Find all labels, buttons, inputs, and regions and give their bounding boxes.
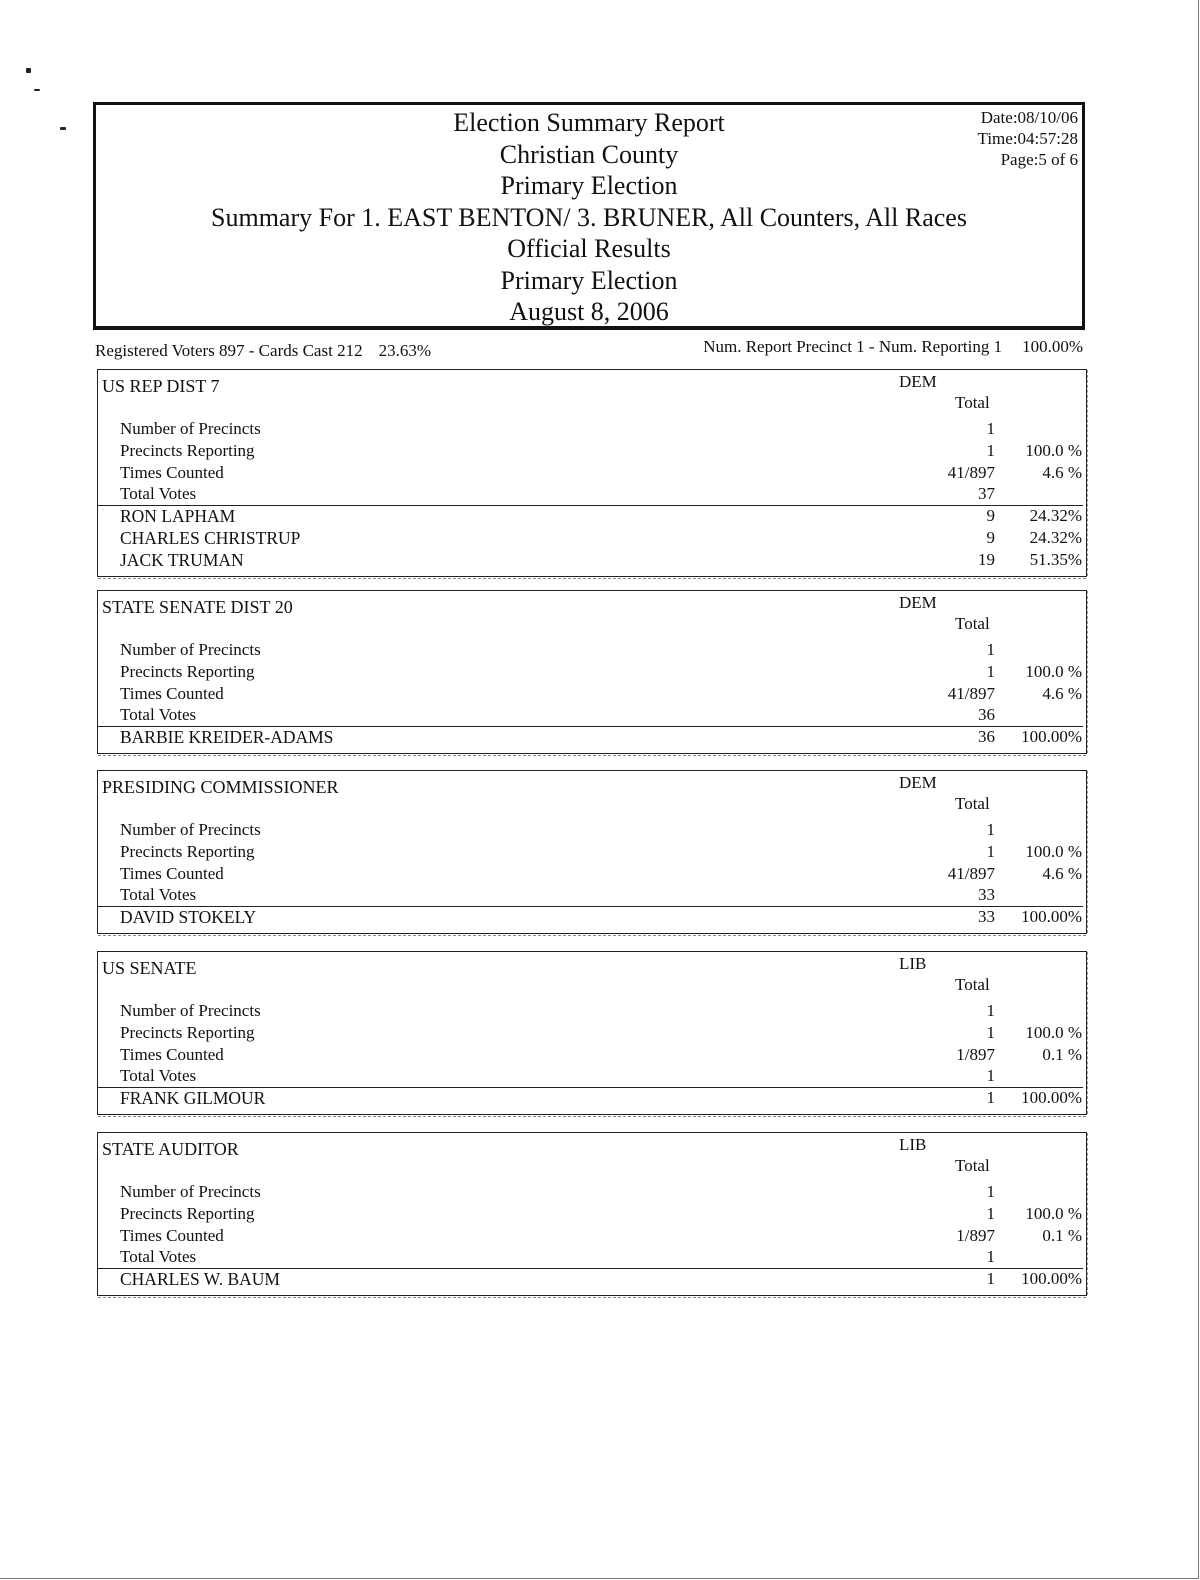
stat-row (98, 1023, 1086, 1045)
stat-row (98, 484, 1086, 506)
stat-label: Times Counted (120, 462, 224, 482)
stat-percent: 0.1 % (1042, 1225, 1082, 1245)
candidate-name: RON LAPHAM (120, 506, 236, 527)
stat-percent: 100.0 % (1025, 1022, 1082, 1042)
stat-value: 1/897 (956, 1044, 995, 1064)
candidate-percent: 24.32% (1029, 506, 1082, 526)
race-party: LIB (899, 954, 927, 973)
stat-row (98, 1066, 1086, 1088)
stat-percent: 4.6 % (1042, 683, 1082, 703)
stat-label: Times Counted (120, 1044, 224, 1064)
stat-percent: 100.0 % (1025, 661, 1082, 681)
candidate-votes: 33 (978, 907, 995, 927)
scan-noise (1087, 952, 1092, 1114)
candidate-row (98, 1269, 1086, 1291)
stat-label: Total Votes (120, 1247, 197, 1267)
race-total-header: Total (955, 614, 990, 633)
candidate-percent: 100.00% (1021, 727, 1082, 747)
scan-noise (1087, 1133, 1092, 1295)
race-box (97, 951, 1087, 1115)
stat-row (98, 864, 1086, 886)
candidate-percent: 100.00% (1021, 1269, 1082, 1289)
stat-label: Precincts Reporting (120, 440, 255, 460)
candidate-votes: 1 (986, 1269, 995, 1289)
stat-label: Precincts Reporting (120, 1203, 255, 1223)
candidate-percent: 100.00% (1021, 1088, 1082, 1108)
header-line: August 8, 2006 (509, 297, 669, 326)
scan-noise (1087, 771, 1092, 933)
stat-value: 1 (986, 1022, 995, 1042)
stat-label: Number of Precincts (120, 1182, 261, 1201)
stat-value: 41/897 (947, 863, 995, 883)
candidate-row (98, 907, 1086, 929)
race-total-header: Total (955, 794, 990, 813)
stat-value: 1 (986, 440, 995, 460)
race-box (97, 369, 1087, 577)
stat-value: 41/897 (947, 683, 995, 703)
stat-value: 1/897 (956, 1225, 995, 1245)
candidate-votes: 36 (978, 727, 995, 747)
candidate-percent: 51.35% (1029, 549, 1082, 569)
stat-label: Precincts Reporting (120, 661, 255, 681)
race-party: DEM (899, 372, 937, 391)
race-total-header: Total (955, 393, 990, 412)
header-line: Primary Election (500, 265, 678, 295)
stat-label: Total Votes (120, 885, 197, 905)
stat-value: 1 (986, 640, 995, 659)
race-party: DEM (899, 773, 937, 792)
scan-noise (1087, 591, 1092, 753)
scan-speck (34, 89, 40, 91)
candidate-votes: 9 (986, 506, 995, 526)
stat-value: 37 (978, 484, 995, 504)
candidate-row (98, 1088, 1086, 1110)
stat-label: Number of Precincts (120, 1001, 261, 1020)
stat-row (98, 1045, 1086, 1067)
stat-row (98, 662, 1086, 684)
stat-row (98, 705, 1086, 727)
header-line: Christian County (499, 139, 679, 169)
candidate-row (98, 550, 1086, 572)
candidate-votes: 9 (986, 528, 995, 547)
candidate-row (98, 727, 1086, 749)
candidate-name: JACK TRUMAN (120, 549, 244, 570)
report-date: Date:08/10/06 (980, 108, 1078, 127)
stat-percent: 4.6 % (1042, 863, 1082, 883)
scan-noise (98, 935, 1086, 940)
stat-percent: 100.0 % (1025, 1203, 1082, 1223)
candidate-name: BARBIE KREIDER-ADAMS (120, 727, 334, 748)
race-party: DEM (899, 593, 937, 612)
stat-row (98, 1247, 1086, 1269)
scan-noise (98, 1116, 1086, 1121)
stat-row (98, 463, 1086, 485)
scan-speck (26, 68, 31, 73)
candidate-name: CHARLES CHRISTRUP (120, 528, 301, 548)
voter-stats (95, 341, 431, 361)
stat-percent: 4.6 % (1042, 462, 1082, 482)
race-total-header: Total (955, 1156, 990, 1175)
report-header (93, 102, 1085, 330)
stat-percent: 100.0 % (1025, 440, 1082, 460)
stat-row (98, 820, 1086, 842)
stat-percent: 100.0 % (1025, 841, 1082, 861)
stat-label: Total Votes (120, 1066, 197, 1086)
stat-row (98, 885, 1086, 907)
turnout-percent: 23.63% (378, 341, 431, 360)
candidate-row (98, 506, 1086, 528)
candidate-name: FRANK GILMOUR (120, 1088, 266, 1109)
header-title-block (96, 107, 1082, 328)
scan-speck (60, 127, 66, 130)
race-party: LIB (899, 1135, 927, 1154)
scan-noise (98, 578, 1086, 583)
stat-value: 1 (986, 1247, 995, 1267)
header-meta (978, 107, 1078, 170)
race-box (97, 590, 1087, 754)
scan-noise (98, 1297, 1086, 1302)
reporting-percent: 100.00% (1022, 337, 1083, 356)
stat-label: Number of Precincts (120, 820, 261, 839)
stat-value: 1 (986, 1066, 995, 1086)
candidate-name: DAVID STOKELY (120, 907, 257, 928)
stat-label: Precincts Reporting (120, 841, 255, 861)
stat-value: 1 (986, 820, 995, 839)
race-box (97, 1132, 1087, 1296)
race-box (97, 770, 1087, 934)
stat-row (98, 419, 1086, 441)
candidate-row (98, 528, 1086, 550)
stat-value: 33 (978, 885, 995, 905)
candidate-percent: 24.32% (1029, 528, 1082, 547)
stat-label: Number of Precincts (120, 640, 261, 659)
stat-row (98, 842, 1086, 864)
race-total-header: Total (955, 975, 990, 994)
race-title: US SENATE (102, 958, 197, 978)
stat-value: 1 (986, 1001, 995, 1020)
candidate-name: CHARLES W. BAUM (120, 1269, 280, 1290)
stat-label: Total Votes (120, 705, 197, 725)
stat-label: Times Counted (120, 683, 224, 703)
header-line: Official Results (507, 234, 671, 263)
stat-row (98, 1182, 1086, 1204)
race-title: US REP DIST 7 (102, 376, 220, 396)
scan-noise (98, 755, 1086, 760)
candidate-votes: 1 (986, 1088, 995, 1108)
candidate-votes: 19 (978, 549, 995, 569)
stat-value: 1 (986, 1182, 995, 1201)
stat-value: 1 (986, 661, 995, 681)
race-title: PRESIDING COMMISSIONER (102, 777, 339, 797)
stat-value: 41/897 (947, 462, 995, 482)
stat-label: Total Votes (120, 484, 197, 504)
report-page-number: Page:5 of 6 (1000, 150, 1078, 169)
stat-label: Times Counted (120, 1225, 224, 1245)
race-title: STATE AUDITOR (102, 1139, 239, 1159)
stat-value: 1 (986, 1203, 995, 1223)
header-line: Summary For 1. EAST BENTON/ 3. BRUNER, All Counters, All Races (211, 202, 967, 232)
stat-label: Precincts Reporting (120, 1022, 255, 1042)
stat-label: Times Counted (120, 863, 224, 883)
header-line: Election Summary Report (453, 108, 725, 137)
precinct-report-text: Num. Report Precinct 1 - Num. Reporting 1 (703, 337, 1003, 356)
precinct-stats (703, 337, 1083, 357)
header-line: Primary Election (500, 171, 678, 200)
stat-row (98, 640, 1086, 662)
report-time: Time:04:57:28 (977, 129, 1078, 148)
stat-label: Number of Precincts (120, 419, 261, 438)
registered-voters-text: Registered Voters 897 - Cards Cast 212 (95, 341, 363, 360)
candidate-percent: 100.00% (1021, 907, 1082, 927)
stat-row (98, 1001, 1086, 1023)
stat-value: 1 (986, 841, 995, 861)
stat-percent: 0.1 % (1042, 1044, 1082, 1064)
stat-row (98, 684, 1086, 706)
stat-row (98, 1226, 1086, 1248)
race-title: STATE SENATE DIST 20 (102, 597, 293, 617)
stat-row (98, 441, 1086, 463)
stat-row (98, 1204, 1086, 1226)
scan-noise (1087, 370, 1092, 576)
stat-value: 36 (978, 705, 995, 725)
stat-value: 1 (986, 419, 995, 438)
